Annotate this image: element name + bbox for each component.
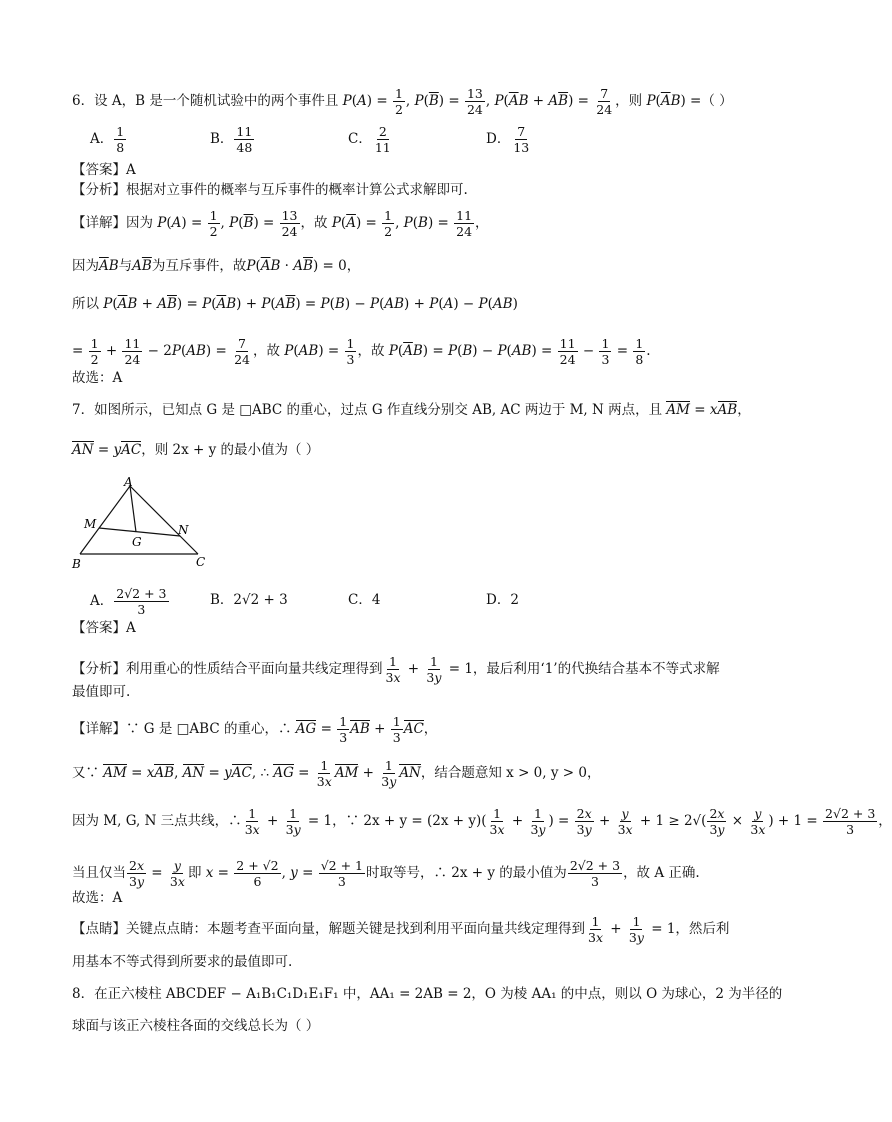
q7-analysis-line2: 最值即可. xyxy=(72,684,131,700)
label-n: N xyxy=(178,523,189,537)
label-b: B xyxy=(72,557,81,571)
q7-stem-line2: AN = yAC，则 2x + y 的最小值为（ ） xyxy=(72,442,320,458)
q7-collinear: 因为 M, G, N 三点共线，∴ $\frac{1}{3x}$ + $\frac{1}{3y}$ = 1，∵ 2x + y = (2x + y)( $\frac{1}{3x}$ + $\frac{1}{3y}$ ) = $\frac{2x}{3y}$ + $\frac{y}{3x}$ + 1 ≥ 2√( $\frac{2x}{3y}$ × $\frac{y}{3x}$ ) + 1 = $\frac{2√2 + 3}{3}$ ， xyxy=(72,806,892,837)
q6-option-c[interactable]: C． $\frac{2}{11}$ xyxy=(348,124,391,155)
label-a: A xyxy=(124,475,133,489)
q6-option-b[interactable]: B． $\frac{11}{48}$ xyxy=(210,124,253,155)
label-m: M xyxy=(84,517,97,531)
q7-stem-line1: 7．如图所示，已知点 G 是 □ABC 的重心，过点 G 作直线分别交 AB, AC 两边于 M, N 两点，且 AM = xAB， xyxy=(72,402,751,418)
q6-stem: 6．设 A，B 是一个随机试验中的两个事件且 P(A) = $\frac{1}{2}$ , $P(\overline{B})$ = $\frac{13}{24}$ , $P(\overline{A}B + A\overline{B})$ = $\frac{7}{24}$ ，则 $P(\overline{A}B)$ =（ ） xyxy=(72,86,733,117)
q7-answer: 【答案】A xyxy=(72,620,136,636)
q7-option-c[interactable]: C．4 xyxy=(348,592,381,608)
q7-choose: 故选：A xyxy=(72,890,123,906)
q6-analysis: 【分析】根据对立事件的概率与互斥事件的概率计算公式求解即可. xyxy=(72,182,468,198)
q6-sum-line: 所以 $P(\overline{A}B + A\overline{B}) = P(\overline{A}B) + P(A\overline{B}) = P(B) - P(AB) + P(A) - P(AB)$ xyxy=(72,296,518,312)
q6-answer: 【答案】A xyxy=(72,162,136,178)
q6-calc-line: = $\frac{1}{2}$ + $\frac{11}{24}$ − 2P(AB) = $\frac{7}{24}$ ，故 P(AB) = $\frac{1}{3}$ ，故 $P(\overline{A}B) = P(B) - P(AB)$ = $\frac{11}{24}$ − $\frac{1}{3}$ = $\frac{1}{8}$ . xyxy=(72,336,651,367)
q6-option-a[interactable]: A． $\frac{1}{8}$ xyxy=(90,124,125,155)
label-g: G xyxy=(132,535,142,549)
q6-option-d[interactable]: D． $\frac{7}{13}$ xyxy=(486,124,530,155)
q7-option-d[interactable]: D．2 xyxy=(486,592,519,608)
q7-option-a[interactable]: A． $\frac{2√2 + 3}{3}$ xyxy=(90,586,167,617)
q6-mutex-line: 因为$\overline{A}B$与$A\overline{B}$为互斥事件，故$P(\overline{A}B \cdot A\overline{B}) = 0$， xyxy=(72,258,361,274)
q6-detail: 【详解】因为 P(A) = $\frac{1}{2}$ , $P(\overline{B})$ = $\frac{13}{24}$ ，故 $P(\overline{A})$ = $\frac{1}{2}$ , P(B) = $\frac{11}{24}$ ， xyxy=(72,208,489,239)
median-ag xyxy=(130,486,136,532)
q8-stem-line1: 8．在正六棱柱 ABCDEF − A₁B₁C₁D₁E₁F₁ 中，AA₁ = 2AB = 2，O 为棱 AA₁ 的中点，则以 O 为球心，2 为半径的 xyxy=(72,986,783,1002)
q8-stem-line2: 球面与该正六棱柱各面的交线总长为（ ） xyxy=(72,1018,320,1034)
q6-choose: 故选：A xyxy=(72,370,123,386)
q7-analysis: 【分析】利用重心的性质结合平面向量共线定理得到 $\frac{1}{3x}$ + $\frac{1}{3y}$ = 1，最后利用‘1’的代换结合基本不等式求解 xyxy=(72,654,720,685)
q7-triangle-figure xyxy=(70,476,220,572)
q7-detail: 【详解】∵ G 是 □ABC 的重心，∴ AG = $\frac{1}{3}$ AB + $\frac{1}{3}$ AC， xyxy=(72,714,438,745)
q7-equality: 当且仅当 $\frac{2x}{3y}$ = $\frac{y}{3x}$ 即 x = $\frac{2 + √2}{6}$ , y = $\frac{√2 + 1}{3}$ 时取等号，∴ 2x + y 的最小值为 $\frac{2√2 + 3}{3}$ ，故 A 正确. xyxy=(72,858,700,889)
q7-again: 又∵ AM = xAB, AN = yAC, ∴ AG = $\frac{1}{3x}$ AM + $\frac{1}{3y}$ AN，结合题意知 x > 0, y > 0， xyxy=(72,758,601,789)
q7-option-b[interactable]: B．2√2 + 3 xyxy=(210,592,288,608)
q7-point: 【点睛】关键点点睛：本题考查平面向量，解题关键是找到利用平面向量共线定理得到 $\frac{1}{3x}$ + $\frac{1}{3y}$ = 1，然后利 xyxy=(72,914,730,945)
q7-point-line2: 用基本不等式得到所要求的最值即可. xyxy=(72,954,293,970)
label-c: C xyxy=(196,555,206,569)
